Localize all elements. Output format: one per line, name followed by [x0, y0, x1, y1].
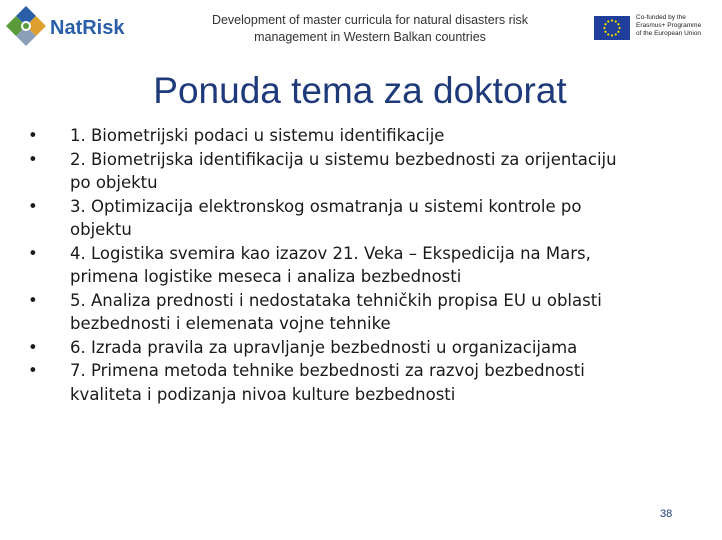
topic-item-text: 4. Logistika svemira kao izazov 21. Veka – Ekspedicija na Mars, [70, 243, 591, 263]
bullet-icon: • [28, 126, 38, 145]
topic-item-text: objektu [70, 220, 132, 239]
project-header [170, 12, 570, 46]
topic-item [28, 242, 688, 289]
topic-item-text: po objektu [70, 173, 158, 192]
bullet-icon: • [28, 196, 38, 216]
topic-item-text: 3. Optimizacija elektronskog osmatranja u sistemi kontrole po [70, 196, 582, 216]
page-number: 38 [660, 508, 673, 520]
topic-item-text: kvaliteta i podizanja nivoa kulture bezbednosti [70, 384, 456, 404]
bullet-icon: • [28, 361, 38, 380]
topic-item [28, 289, 688, 336]
topic-item-text: 1. Biometrijski podaci u sistemu identifikacije [70, 126, 445, 145]
topic-item [28, 195, 688, 242]
topic-item [28, 148, 688, 195]
natrisk-logo-graphic [4, 4, 125, 48]
topic-item-text: 2. Biometrijska identifikacija u sistemu bezbednosti za orijentaciju [70, 149, 617, 169]
svg-text:NatRisk: NatRisk [50, 17, 125, 39]
bullet-icon: • [28, 149, 38, 169]
slide-title: Ponuda tema za doktorat [153, 70, 567, 111]
topic-item-text: 6. Izrada pravila za upravljanje bezbednosti u organizacijama [70, 337, 578, 357]
project-line-1: Development of master curricula for natural disasters risk [211, 13, 529, 27]
eu-flag-icon [594, 16, 630, 40]
bullet-icon: • [28, 337, 38, 357]
eu-line-1: Co-funded by the [636, 14, 686, 21]
topic-item [28, 336, 688, 360]
eu-line-3: of the European Union [636, 30, 702, 37]
topic-item [28, 124, 688, 148]
bullet-icon: • [28, 290, 38, 310]
topic-list [28, 124, 688, 406]
eu-cofunded-logo [594, 14, 718, 40]
eu-line-2: Erasmus+ Programme [636, 22, 702, 29]
bullet-icon: • [28, 243, 38, 263]
eu-cofunded-text [636, 14, 722, 38]
topic-item [28, 359, 688, 406]
topic-item-text: 5. Analiza prednosti i nedostataka tehničkih propisa EU u oblasti [70, 290, 602, 310]
topic-item-text: 7. Primena metoda tehnike bezbednosti za razvoj bezbednosti [70, 361, 585, 380]
topic-item-text: primena logistike meseca i analiza bezbednosti [70, 267, 462, 286]
topic-item-text: bezbednosti i elemenata vojne tehnike [70, 314, 391, 333]
natrisk-logo [4, 4, 125, 48]
project-line-2: management in Western Balkan countries [254, 30, 486, 44]
